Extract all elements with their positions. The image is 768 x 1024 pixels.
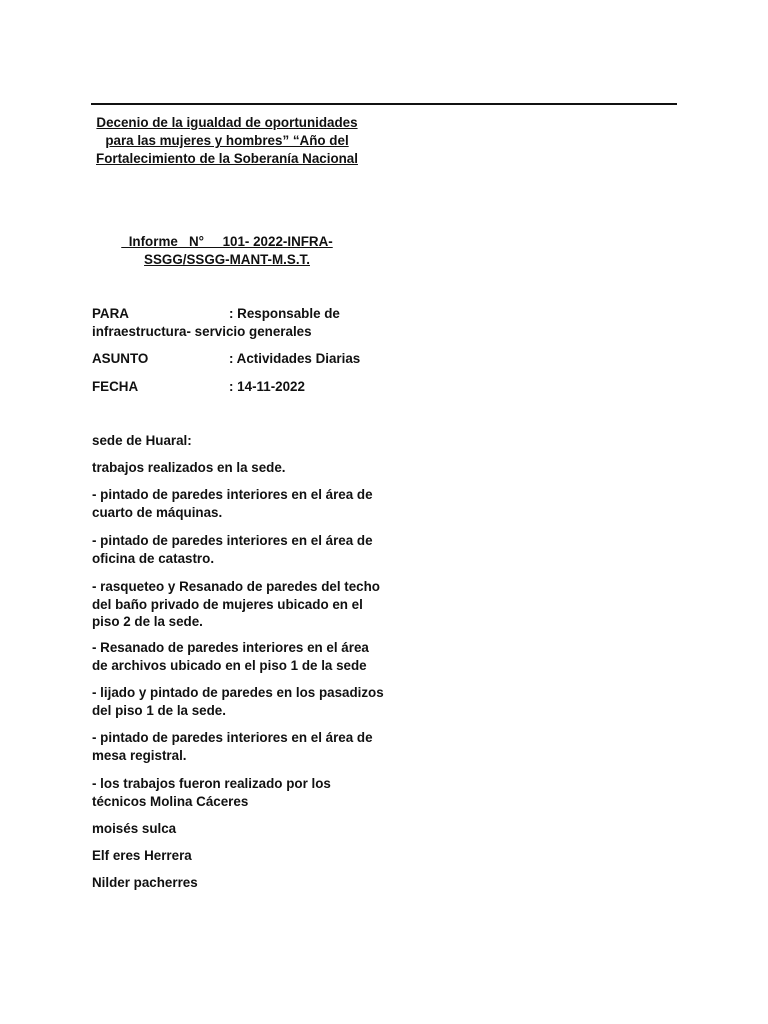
fecha-field — [92, 378, 368, 396]
work-item — [92, 729, 373, 764]
work-item-line: - pintado de paredes interiores en el área de — [92, 533, 373, 548]
work-item-line: oficina de catastro. — [92, 550, 215, 566]
para-label: PARA — [92, 306, 129, 321]
technician-name: Nilder pacherres — [92, 875, 198, 890]
fecha-label: FECHA — [92, 379, 139, 394]
work-item — [92, 578, 380, 631]
report-number — [92, 233, 362, 269]
fecha-value: : 14-11-2022 — [229, 379, 305, 394]
intro-line: trabajos realizados en la sede. — [92, 460, 286, 475]
work-item-line: mesa registral. — [92, 747, 187, 763]
work-item-line: - los trabajos fueron realizado por los — [92, 776, 331, 791]
work-item-line: del baño privado de mujeres ubicado en el — [92, 596, 363, 612]
para-field — [92, 305, 368, 323]
work-item-line: - pintado de paredes interiores en el área de — [92, 487, 373, 502]
location-line: sede de Huaral: — [92, 433, 192, 448]
work-item — [92, 532, 373, 567]
work-item-line: del piso 1 de la sede. — [92, 702, 226, 718]
para-value-continued: infraestructura- servicio generales — [92, 323, 312, 339]
header-rule — [91, 103, 677, 105]
work-item — [92, 775, 368, 810]
heading-line: Decenio de la igualdad de oportunidades — [96, 115, 358, 130]
document-heading — [92, 114, 362, 168]
report-number-line: SSGG/SSGG-MANT-M.S.T. — [144, 252, 310, 267]
heading-line: para las mujeres y hombres” “Año del — [105, 133, 349, 148]
asunto-value: : Actividades Diarias — [229, 351, 361, 366]
work-item-line: - Resanado de paredes interiores en el área — [92, 640, 369, 655]
work-item-line: piso 2 de la sede. — [92, 614, 203, 629]
report-number-line: Informe N° 101- 2022-INFRA- — [121, 234, 333, 249]
work-item-line: técnicos Molina Cáceres — [92, 793, 249, 809]
para-value: : Responsable de — [229, 306, 340, 321]
work-item — [92, 486, 373, 521]
asunto-field — [92, 350, 368, 368]
work-item-line: - rasqueteo y Resanado de paredes del techo — [92, 579, 380, 594]
work-item — [92, 639, 368, 674]
work-item-line: de archivos ubicado en el piso 1 de la sede — [92, 657, 367, 673]
technician-name: moisés sulca — [92, 821, 177, 836]
work-item — [92, 684, 384, 719]
heading-line: Fortalecimiento de la Soberanía Nacional — [96, 151, 358, 166]
work-item-line: - lijado y pintado de paredes en los pasadizos — [92, 685, 384, 700]
work-item-line: - pintado de paredes interiores en el área de — [92, 730, 373, 745]
technician-name: Elf eres Herrera — [92, 848, 192, 863]
work-item-line: cuarto de máquinas. — [92, 504, 223, 520]
asunto-label: ASUNTO — [92, 351, 149, 366]
